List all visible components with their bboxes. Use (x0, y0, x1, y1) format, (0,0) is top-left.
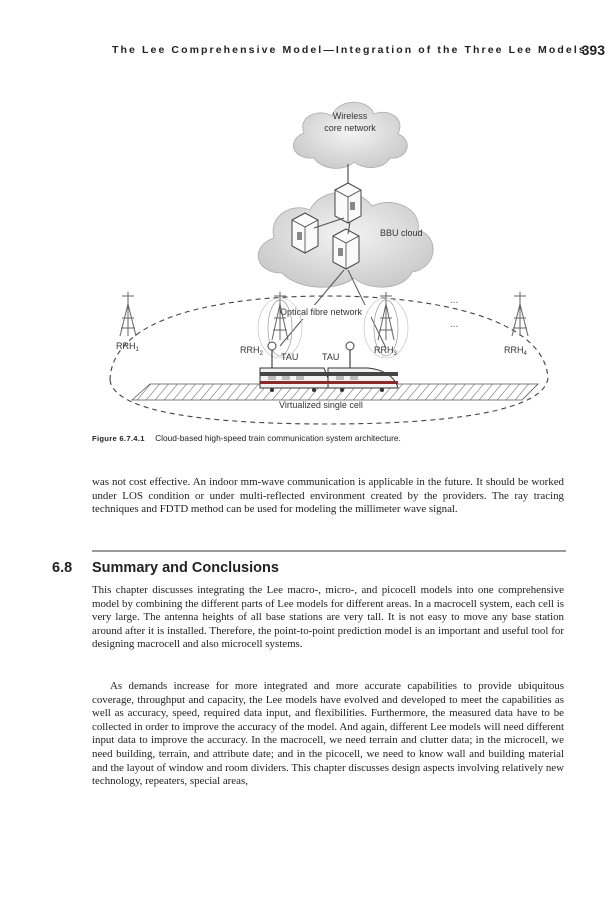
rrh2-label: $RRH_2$ (240, 345, 263, 357)
figure-caption-label: Figure 6.7.4.1 (92, 434, 145, 443)
bbu-server-icon (335, 183, 361, 223)
rrh-tower-icon (512, 292, 528, 336)
rrh4-label: $RRH_4$ (504, 345, 527, 357)
architecture-diagram (92, 78, 564, 446)
tau-antenna-icon (346, 342, 354, 368)
optical-fibre-label-box (270, 305, 371, 319)
running-title: The Lee Comprehensive Model—Integration of the Three Lee Models (112, 44, 587, 56)
section-divider (92, 550, 566, 552)
rrh-tower-icon (120, 292, 136, 336)
page-number: 393 (581, 42, 605, 58)
section-paragraph: As demands increase for more integrated and more accurate capabilities to provide ubiquitous coverage, throughput and capacity, the Lee models have evolved and developed to meet the capabilities as well as accuracy, speed, required data input, and flexibilities. Furthermore, the measured data have to be collected in order to improve the accuracy of the model. And again, different Lee models will need different input data to improve the accuracy. In the macrocell, we need terrain and clutter data; in the microcell, we need building, terrain, and attribute date; and in the picocell, we need to know wall and building material and the layout of window and room dividers. This chapter discusses design aspects involving relatively new technology, repeaters, special areas, (92, 680, 564, 788)
continued-paragraph: was not cost effective. An indoor mm-wave communication is applicable in the future. It should be worked under LOS condition or under multi-reflected environment created by the providers. The ray tracing techniques and FDTD method can be used for modeling the millimeter wave signal. (92, 476, 564, 516)
running-header (0, 44, 613, 64)
wireless-core-label-line2: core network (324, 123, 376, 133)
section-number: 6.8 (52, 560, 73, 576)
rrh1-label: $RRH_1$ (116, 341, 139, 353)
ellipsis-bottom: ... (450, 319, 459, 330)
tau-antenna-icon (268, 342, 276, 368)
figure-architecture (92, 78, 564, 446)
rrh3-label: $RRH_3$ (374, 345, 397, 357)
optical-fibre-label: Optical fibre network (279, 307, 363, 317)
bbu-cloud-label: BBU cloud (380, 228, 423, 238)
high-speed-train-icon (260, 368, 398, 392)
wireless-core-label-line1: Wireless (332, 111, 368, 121)
figure-caption-text: Cloud-based high-speed train communication system architecture. (155, 433, 401, 443)
bbu-server-icon (333, 229, 359, 269)
section-title: Summary and Conclusions (92, 560, 279, 576)
virtualized-cell-label: Virtualized single cell (279, 400, 363, 410)
tau-left-label: TAU (281, 352, 299, 362)
section-paragraph: This chapter discusses integrating the Lee macro-, micro-, and picocell models into one comprehensive model by combining the different parts of Lee models for different areas. In a macrocell system, each cell is very large. The antenna heights of all base stations are very tall. It is not easy to move any base station around after it is installed. Therefore, the point-to-point prediction model is an important and useful tool for designing macrocell and also microcell systems. (92, 584, 564, 651)
figure-caption (92, 433, 401, 443)
ellipsis-top: ... (450, 295, 459, 306)
bbu-server-icon (292, 213, 318, 253)
tau-right-label: TAU (322, 352, 340, 362)
